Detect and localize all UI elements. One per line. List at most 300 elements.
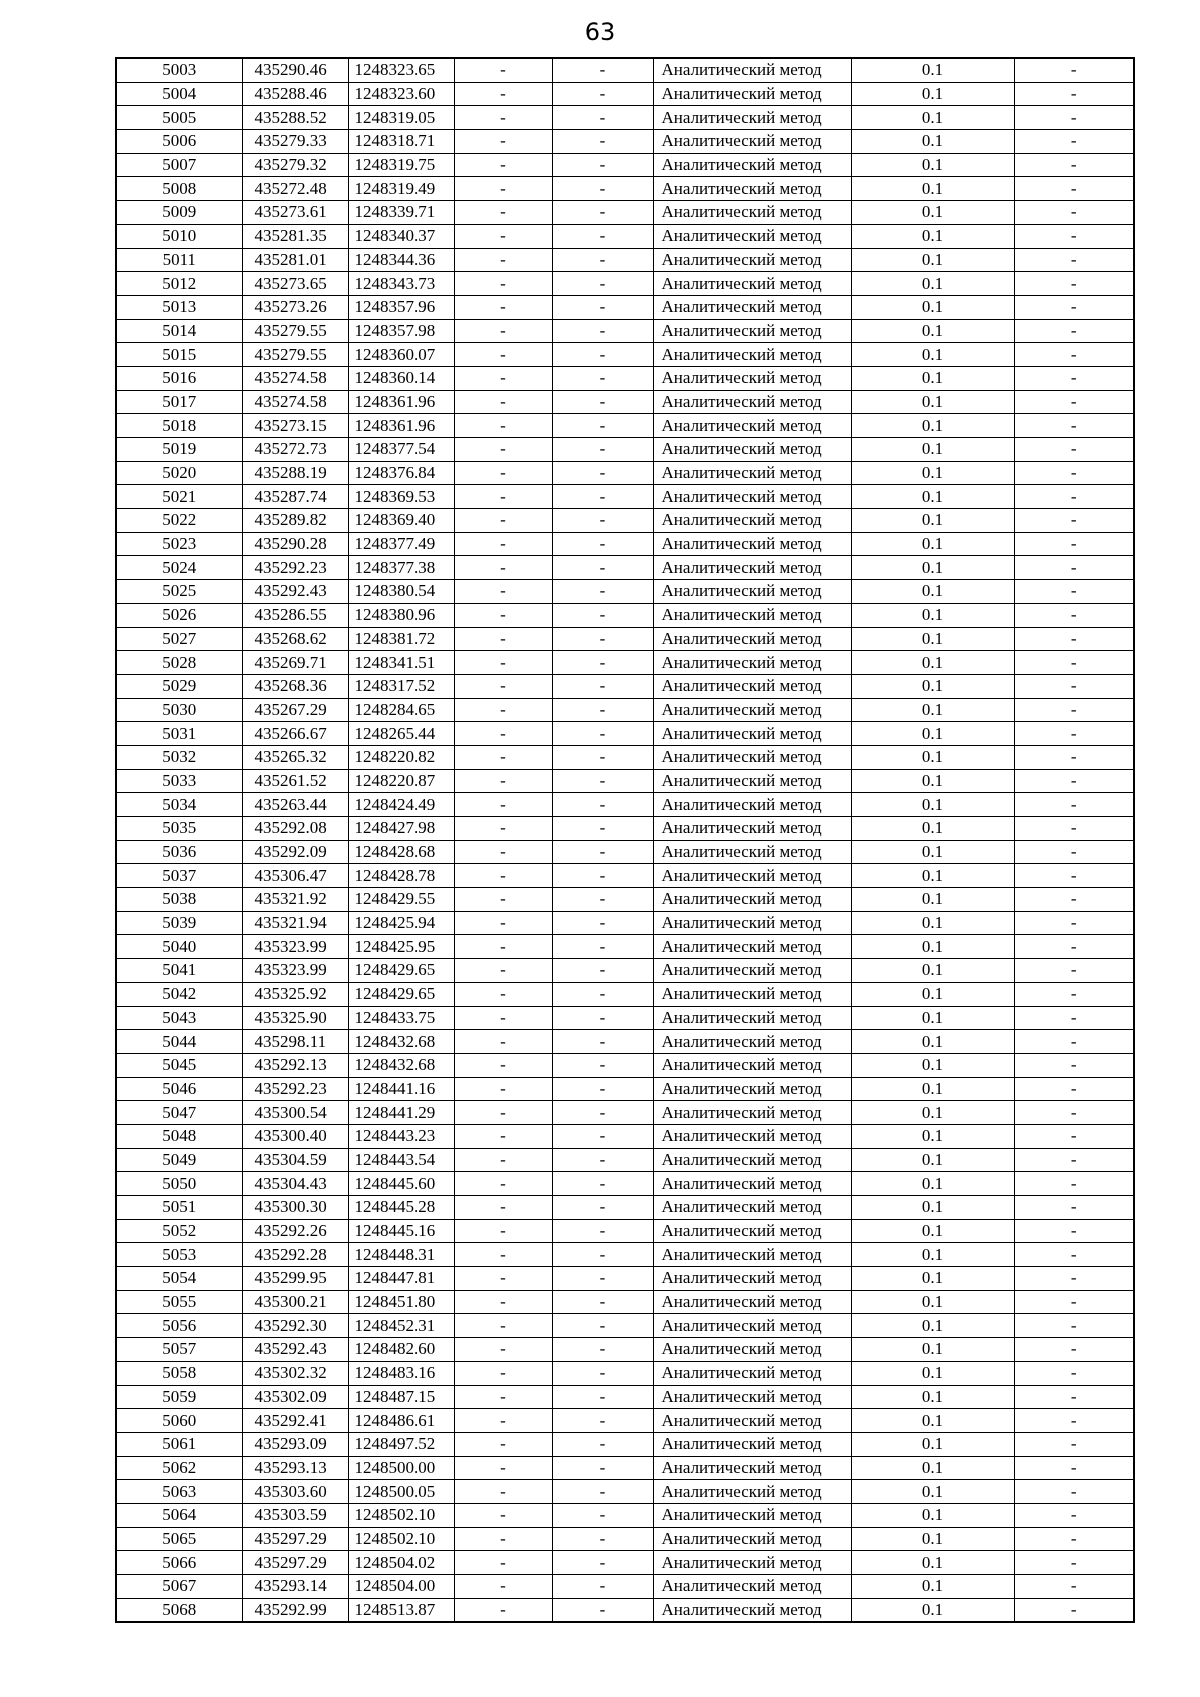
empty-value-3: - (1014, 1385, 1134, 1409)
accuracy: 0.1 (851, 982, 1014, 1006)
empty-value-3: - (1014, 1148, 1134, 1172)
empty-value-1: - (454, 1480, 552, 1504)
accuracy: 0.1 (851, 603, 1014, 627)
empty-value-1: - (454, 1314, 552, 1338)
point-number: 5009 (116, 201, 242, 225)
method: Аналитический метод (653, 580, 851, 604)
method: Аналитический метод (653, 556, 851, 580)
y-coordinate: 1248441.29 (348, 1101, 454, 1125)
x-coordinate: 435302.09 (242, 1385, 348, 1409)
empty-value-1: - (454, 1148, 552, 1172)
y-coordinate: 1248504.00 (348, 1575, 454, 1599)
x-coordinate: 435274.58 (242, 390, 348, 414)
accuracy: 0.1 (851, 1338, 1014, 1362)
empty-value-2: - (552, 1432, 653, 1456)
table-row (116, 106, 1134, 130)
accuracy: 0.1 (851, 1456, 1014, 1480)
x-coordinate: 435279.33 (242, 130, 348, 154)
accuracy: 0.1 (851, 366, 1014, 390)
empty-value-2: - (552, 580, 653, 604)
point-number: 5006 (116, 130, 242, 154)
point-number: 5005 (116, 106, 242, 130)
empty-value-3: - (1014, 698, 1134, 722)
method: Аналитический метод (653, 414, 851, 438)
y-coordinate: 1248380.96 (348, 603, 454, 627)
empty-value-1: - (454, 911, 552, 935)
empty-value-1: - (454, 1077, 552, 1101)
empty-value-1: - (454, 698, 552, 722)
empty-value-1: - (454, 1361, 552, 1385)
table-row (116, 224, 1134, 248)
empty-value-2: - (552, 272, 653, 296)
accuracy: 0.1 (851, 485, 1014, 509)
empty-value-1: - (454, 959, 552, 983)
point-number: 5043 (116, 1006, 242, 1030)
empty-value-3: - (1014, 58, 1134, 82)
accuracy: 0.1 (851, 1598, 1014, 1622)
point-number: 5067 (116, 1575, 242, 1599)
empty-value-2: - (552, 1196, 653, 1220)
empty-value-1: - (454, 935, 552, 959)
table-row (116, 177, 1134, 201)
x-coordinate: 435279.32 (242, 153, 348, 177)
empty-value-2: - (552, 532, 653, 556)
empty-value-2: - (552, 201, 653, 225)
empty-value-1: - (454, 1338, 552, 1362)
empty-value-1: - (454, 1290, 552, 1314)
empty-value-2: - (552, 1598, 653, 1622)
table-row (116, 461, 1134, 485)
accuracy: 0.1 (851, 509, 1014, 533)
table-row (116, 532, 1134, 556)
method: Аналитический метод (653, 1077, 851, 1101)
table-row (116, 1385, 1134, 1409)
empty-value-3: - (1014, 106, 1134, 130)
empty-value-3: - (1014, 1219, 1134, 1243)
table-row (116, 1361, 1134, 1385)
method: Аналитический метод (653, 1575, 851, 1599)
empty-value-1: - (454, 177, 552, 201)
empty-value-3: - (1014, 177, 1134, 201)
method: Аналитический метод (653, 1290, 851, 1314)
empty-value-1: - (454, 1409, 552, 1433)
y-coordinate: 1248452.31 (348, 1314, 454, 1338)
x-coordinate: 435261.52 (242, 769, 348, 793)
empty-value-3: - (1014, 1503, 1134, 1527)
empty-value-3: - (1014, 438, 1134, 462)
table-row (116, 438, 1134, 462)
table-row (116, 840, 1134, 864)
table-row (116, 1006, 1134, 1030)
empty-value-2: - (552, 82, 653, 106)
empty-value-3: - (1014, 509, 1134, 533)
accuracy: 0.1 (851, 1314, 1014, 1338)
empty-value-2: - (552, 1030, 653, 1054)
method: Аналитический метод (653, 1456, 851, 1480)
method: Аналитический метод (653, 1385, 851, 1409)
empty-value-3: - (1014, 1124, 1134, 1148)
method: Аналитический метод (653, 509, 851, 533)
x-coordinate: 435273.61 (242, 201, 348, 225)
empty-value-3: - (1014, 1432, 1134, 1456)
y-coordinate: 1248445.60 (348, 1172, 454, 1196)
table-row (116, 130, 1134, 154)
y-coordinate: 1248339.71 (348, 201, 454, 225)
method: Аналитический метод (653, 1480, 851, 1504)
x-coordinate: 435267.29 (242, 698, 348, 722)
table-row (116, 817, 1134, 841)
empty-value-1: - (454, 769, 552, 793)
accuracy: 0.1 (851, 1053, 1014, 1077)
method: Аналитический метод (653, 793, 851, 817)
empty-value-2: - (552, 1101, 653, 1125)
method: Аналитический метод (653, 627, 851, 651)
method: Аналитический метод (653, 532, 851, 556)
point-number: 5030 (116, 698, 242, 722)
table-row (116, 745, 1134, 769)
accuracy: 0.1 (851, 153, 1014, 177)
table-row (116, 1338, 1134, 1362)
method: Аналитический метод (653, 840, 851, 864)
empty-value-2: - (552, 745, 653, 769)
y-coordinate: 1248500.00 (348, 1456, 454, 1480)
empty-value-3: - (1014, 911, 1134, 935)
point-number: 5021 (116, 485, 242, 509)
empty-value-2: - (552, 1267, 653, 1291)
accuracy: 0.1 (851, 58, 1014, 82)
empty-value-1: - (454, 745, 552, 769)
table-row (116, 1053, 1134, 1077)
method: Аналитический метод (653, 1124, 851, 1148)
table-row (116, 201, 1134, 225)
method: Аналитический метод (653, 248, 851, 272)
empty-value-3: - (1014, 366, 1134, 390)
empty-value-1: - (454, 343, 552, 367)
empty-value-2: - (552, 959, 653, 983)
method: Аналитический метод (653, 461, 851, 485)
table-row (116, 319, 1134, 343)
y-coordinate: 1248483.16 (348, 1361, 454, 1385)
accuracy: 0.1 (851, 224, 1014, 248)
accuracy: 0.1 (851, 1267, 1014, 1291)
table-row (116, 580, 1134, 604)
x-coordinate: 435293.09 (242, 1432, 348, 1456)
method: Аналитический метод (653, 153, 851, 177)
point-number: 5008 (116, 177, 242, 201)
empty-value-1: - (454, 1575, 552, 1599)
accuracy: 0.1 (851, 556, 1014, 580)
method: Аналитический метод (653, 272, 851, 296)
empty-value-2: - (552, 1077, 653, 1101)
point-number: 5044 (116, 1030, 242, 1054)
x-coordinate: 435325.92 (242, 982, 348, 1006)
empty-value-3: - (1014, 1172, 1134, 1196)
x-coordinate: 435279.55 (242, 319, 348, 343)
point-number: 5062 (116, 1456, 242, 1480)
accuracy: 0.1 (851, 651, 1014, 675)
empty-value-1: - (454, 1551, 552, 1575)
empty-value-1: - (454, 722, 552, 746)
point-number: 5046 (116, 1077, 242, 1101)
method: Аналитический метод (653, 1196, 851, 1220)
empty-value-1: - (454, 864, 552, 888)
empty-value-1: - (454, 1267, 552, 1291)
accuracy: 0.1 (851, 817, 1014, 841)
empty-value-1: - (454, 130, 552, 154)
empty-value-3: - (1014, 556, 1134, 580)
empty-value-3: - (1014, 1551, 1134, 1575)
empty-value-2: - (552, 509, 653, 533)
point-number: 5017 (116, 390, 242, 414)
method: Аналитический метод (653, 1148, 851, 1172)
table-row (116, 248, 1134, 272)
empty-value-2: - (552, 1314, 653, 1338)
table-row (116, 1409, 1134, 1433)
x-coordinate: 435272.73 (242, 438, 348, 462)
empty-value-2: - (552, 982, 653, 1006)
point-number: 5048 (116, 1124, 242, 1148)
empty-value-1: - (454, 603, 552, 627)
empty-value-3: - (1014, 722, 1134, 746)
accuracy: 0.1 (851, 1503, 1014, 1527)
point-number: 5057 (116, 1338, 242, 1362)
empty-value-2: - (552, 864, 653, 888)
x-coordinate: 435292.13 (242, 1053, 348, 1077)
x-coordinate: 435288.46 (242, 82, 348, 106)
y-coordinate: 1248425.94 (348, 911, 454, 935)
x-coordinate: 435292.43 (242, 1338, 348, 1362)
empty-value-2: - (552, 390, 653, 414)
empty-value-2: - (552, 106, 653, 130)
empty-value-1: - (454, 888, 552, 912)
accuracy: 0.1 (851, 769, 1014, 793)
empty-value-3: - (1014, 461, 1134, 485)
y-coordinate: 1248424.49 (348, 793, 454, 817)
x-coordinate: 435321.94 (242, 911, 348, 935)
empty-value-3: - (1014, 959, 1134, 983)
method: Аналитический метод (653, 1030, 851, 1054)
method: Аналитический метод (653, 1172, 851, 1196)
accuracy: 0.1 (851, 627, 1014, 651)
point-number: 5059 (116, 1385, 242, 1409)
y-coordinate: 1248429.65 (348, 959, 454, 983)
y-coordinate: 1248341.51 (348, 651, 454, 675)
accuracy: 0.1 (851, 532, 1014, 556)
table-row (116, 366, 1134, 390)
empty-value-2: - (552, 1575, 653, 1599)
accuracy: 0.1 (851, 674, 1014, 698)
point-number: 5054 (116, 1267, 242, 1291)
empty-value-1: - (454, 1053, 552, 1077)
point-number: 5055 (116, 1290, 242, 1314)
empty-value-2: - (552, 1409, 653, 1433)
table-row (116, 1480, 1134, 1504)
empty-value-2: - (552, 911, 653, 935)
empty-value-1: - (454, 366, 552, 390)
empty-value-3: - (1014, 1314, 1134, 1338)
y-coordinate: 1248361.96 (348, 390, 454, 414)
y-coordinate: 1248369.40 (348, 509, 454, 533)
table-row (116, 82, 1134, 106)
empty-value-3: - (1014, 1598, 1134, 1622)
empty-value-1: - (454, 982, 552, 1006)
point-number: 5011 (116, 248, 242, 272)
point-number: 5056 (116, 1314, 242, 1338)
empty-value-1: - (454, 651, 552, 675)
empty-value-1: - (454, 1503, 552, 1527)
point-number: 5053 (116, 1243, 242, 1267)
empty-value-3: - (1014, 793, 1134, 817)
table-row (116, 1527, 1134, 1551)
method: Аналитический метод (653, 1101, 851, 1125)
y-coordinate: 1248433.75 (348, 1006, 454, 1030)
method: Аналитический метод (653, 864, 851, 888)
empty-value-2: - (552, 414, 653, 438)
empty-value-1: - (454, 272, 552, 296)
empty-value-2: - (552, 1006, 653, 1030)
empty-value-1: - (454, 556, 552, 580)
x-coordinate: 435292.08 (242, 817, 348, 841)
y-coordinate: 1248360.14 (348, 366, 454, 390)
method: Аналитический метод (653, 698, 851, 722)
x-coordinate: 435292.23 (242, 1077, 348, 1101)
method: Аналитический метод (653, 745, 851, 769)
table-row (116, 509, 1134, 533)
x-coordinate: 435287.74 (242, 485, 348, 509)
empty-value-3: - (1014, 390, 1134, 414)
empty-value-1: - (454, 414, 552, 438)
x-coordinate: 435286.55 (242, 603, 348, 627)
x-coordinate: 435281.35 (242, 224, 348, 248)
empty-value-2: - (552, 438, 653, 462)
accuracy: 0.1 (851, 1124, 1014, 1148)
method: Аналитический метод (653, 1432, 851, 1456)
accuracy: 0.1 (851, 1361, 1014, 1385)
x-coordinate: 435300.40 (242, 1124, 348, 1148)
empty-value-2: - (552, 817, 653, 841)
accuracy: 0.1 (851, 295, 1014, 319)
y-coordinate: 1248443.23 (348, 1124, 454, 1148)
x-coordinate: 435288.52 (242, 106, 348, 130)
table-row (116, 1432, 1134, 1456)
y-coordinate: 1248487.15 (348, 1385, 454, 1409)
table-row (116, 793, 1134, 817)
point-number: 5014 (116, 319, 242, 343)
accuracy: 0.1 (851, 1575, 1014, 1599)
table-row (116, 627, 1134, 651)
empty-value-2: - (552, 1290, 653, 1314)
empty-value-2: - (552, 1243, 653, 1267)
method: Аналитический метод (653, 651, 851, 675)
point-number: 5015 (116, 343, 242, 367)
method: Аналитический метод (653, 1503, 851, 1527)
accuracy: 0.1 (851, 1385, 1014, 1409)
accuracy: 0.1 (851, 864, 1014, 888)
coordinates-table-body (116, 58, 1134, 1622)
accuracy: 0.1 (851, 1101, 1014, 1125)
y-coordinate: 1248343.73 (348, 272, 454, 296)
point-number: 5035 (116, 817, 242, 841)
x-coordinate: 435273.26 (242, 295, 348, 319)
point-number: 5064 (116, 1503, 242, 1527)
accuracy: 0.1 (851, 1172, 1014, 1196)
table-row (116, 864, 1134, 888)
y-coordinate: 1248429.55 (348, 888, 454, 912)
empty-value-1: - (454, 1527, 552, 1551)
accuracy: 0.1 (851, 319, 1014, 343)
accuracy: 0.1 (851, 793, 1014, 817)
y-coordinate: 1248377.54 (348, 438, 454, 462)
table-row (116, 1267, 1134, 1291)
x-coordinate: 435292.41 (242, 1409, 348, 1433)
empty-value-1: - (454, 793, 552, 817)
y-coordinate: 1248340.37 (348, 224, 454, 248)
empty-value-1: - (454, 1432, 552, 1456)
y-coordinate: 1248361.96 (348, 414, 454, 438)
empty-value-3: - (1014, 1456, 1134, 1480)
y-coordinate: 1248319.49 (348, 177, 454, 201)
empty-value-2: - (552, 1361, 653, 1385)
method: Аналитический метод (653, 959, 851, 983)
point-number: 5031 (116, 722, 242, 746)
point-number: 5023 (116, 532, 242, 556)
empty-value-1: - (454, 1196, 552, 1220)
x-coordinate: 435289.82 (242, 509, 348, 533)
point-number: 5065 (116, 1527, 242, 1551)
empty-value-1: - (454, 224, 552, 248)
y-coordinate: 1248432.68 (348, 1030, 454, 1054)
accuracy: 0.1 (851, 745, 1014, 769)
empty-value-1: - (454, 840, 552, 864)
method: Аналитический метод (653, 1006, 851, 1030)
x-coordinate: 435302.32 (242, 1361, 348, 1385)
point-number: 5032 (116, 745, 242, 769)
method: Аналитический метод (653, 319, 851, 343)
empty-value-3: - (1014, 1101, 1134, 1125)
empty-value-2: - (552, 1053, 653, 1077)
empty-value-1: - (454, 58, 552, 82)
y-coordinate: 1248381.72 (348, 627, 454, 651)
accuracy: 0.1 (851, 390, 1014, 414)
y-coordinate: 1248380.54 (348, 580, 454, 604)
table-row (116, 153, 1134, 177)
y-coordinate: 1248443.54 (348, 1148, 454, 1172)
empty-value-1: - (454, 627, 552, 651)
table-row (116, 272, 1134, 296)
empty-value-1: - (454, 1101, 552, 1125)
empty-value-1: - (454, 1598, 552, 1622)
y-coordinate: 1248284.65 (348, 698, 454, 722)
table-row (116, 414, 1134, 438)
point-number: 5012 (116, 272, 242, 296)
empty-value-3: - (1014, 1006, 1134, 1030)
y-coordinate: 1248265.44 (348, 722, 454, 746)
point-number: 5003 (116, 58, 242, 82)
empty-value-1: - (454, 485, 552, 509)
y-coordinate: 1248220.87 (348, 769, 454, 793)
point-number: 5041 (116, 959, 242, 983)
accuracy: 0.1 (851, 698, 1014, 722)
accuracy: 0.1 (851, 840, 1014, 864)
x-coordinate: 435266.67 (242, 722, 348, 746)
y-coordinate: 1248369.53 (348, 485, 454, 509)
method: Аналитический метод (653, 106, 851, 130)
point-number: 5061 (116, 1432, 242, 1456)
method: Аналитический метод (653, 1053, 851, 1077)
empty-value-1: - (454, 153, 552, 177)
point-number: 5063 (116, 1480, 242, 1504)
point-number: 5058 (116, 1361, 242, 1385)
